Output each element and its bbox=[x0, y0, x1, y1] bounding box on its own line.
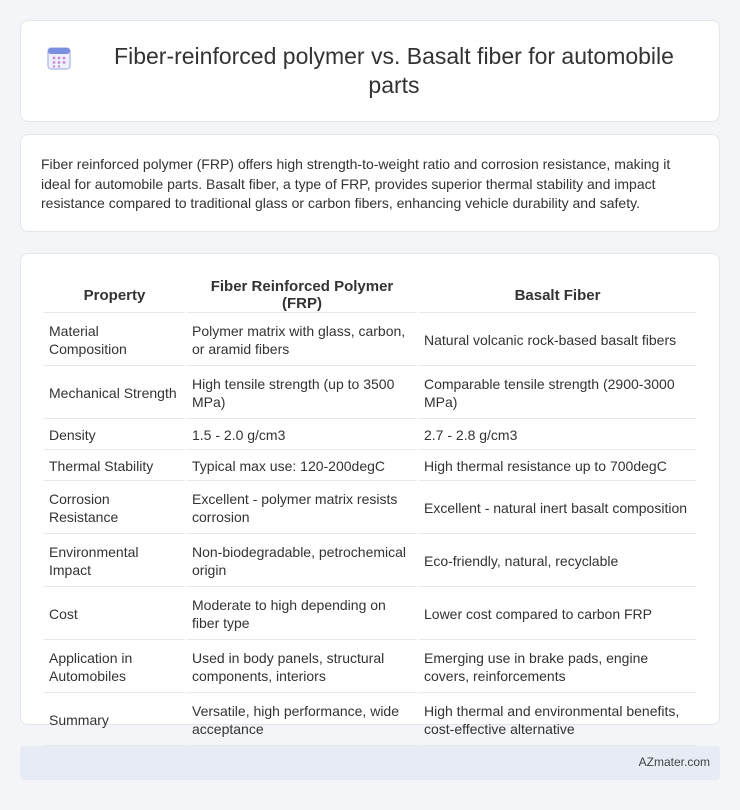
frp-cell: Versatile, high performance, wide acceptance bbox=[187, 695, 417, 746]
property-cell: Cost bbox=[44, 589, 185, 640]
basalt-cell: Natural volcanic rock-based basalt fibers bbox=[419, 315, 696, 366]
basalt-cell: 2.7 - 2.8 g/cm3 bbox=[419, 421, 696, 450]
frp-cell: Used in body panels, structural components, interiors bbox=[187, 642, 417, 693]
frp-cell: Typical max use: 120-200degC bbox=[187, 452, 417, 481]
frp-cell: Excellent - polymer matrix resists corrosion bbox=[187, 483, 417, 534]
page-title: Fiber-reinforced polymer vs. Basalt fiber for automobile parts bbox=[114, 43, 674, 98]
table-row bbox=[44, 452, 696, 481]
column-header-property: Property bbox=[44, 276, 185, 313]
property-cell: Application in Automobiles bbox=[44, 642, 185, 693]
comparison-table-card bbox=[20, 253, 720, 737]
calendar-grid-icon bbox=[46, 45, 72, 71]
frp-cell: Moderate to high depending on fiber type bbox=[187, 589, 417, 640]
basalt-cell: Excellent - natural inert basalt composition bbox=[419, 483, 696, 534]
frp-cell: High tensile strength (up to 3500 MPa) bbox=[187, 368, 417, 419]
basalt-cell: Eco-friendly, natural, recyclable bbox=[419, 536, 696, 587]
property-cell: Mechanical Strength bbox=[44, 368, 185, 419]
property-cell: Environmental Impact bbox=[44, 536, 185, 587]
frp-cell: 1.5 - 2.0 g/cm3 bbox=[187, 421, 417, 450]
title-card bbox=[20, 20, 720, 122]
basalt-cell: Lower cost compared to carbon FRP bbox=[419, 589, 696, 640]
table-header-row bbox=[44, 276, 696, 313]
footer-site-link[interactable]: AZmater.com bbox=[638, 755, 710, 769]
table-row bbox=[44, 421, 696, 450]
table-row bbox=[44, 536, 696, 587]
property-cell: Summary bbox=[44, 695, 185, 746]
basalt-cell: High thermal resistance up to 700degC bbox=[419, 452, 696, 481]
table-row bbox=[44, 695, 696, 746]
table-row bbox=[44, 642, 696, 693]
property-cell: Density bbox=[44, 421, 185, 450]
basalt-cell: High thermal and environmental benefits, cost-effective alternative bbox=[419, 695, 696, 746]
intro-card bbox=[20, 134, 720, 232]
table-row bbox=[44, 589, 696, 640]
comparison-table bbox=[42, 274, 698, 748]
table-row bbox=[44, 368, 696, 419]
column-header-basalt: Basalt Fiber bbox=[419, 276, 696, 313]
property-cell: Corrosion Resistance bbox=[44, 483, 185, 534]
table-row bbox=[44, 483, 696, 534]
intro-paragraph: Fiber reinforced polymer (FRP) offers high strength-to-weight ratio and corrosion resistance, making it ideal for automobile parts. Basalt fiber, a type of FRP, provides superior thermal stability and impact resistance compared to traditional glass or carbon fibers, enhancing vehicle durability and safety. bbox=[41, 156, 671, 211]
frp-cell: Non-biodegradable, petrochemical origin bbox=[187, 536, 417, 587]
title-wrap bbox=[26, 42, 714, 100]
footer-bar bbox=[20, 746, 720, 780]
table-row bbox=[44, 315, 696, 366]
basalt-cell: Comparable tensile strength (2900-3000 MPa) bbox=[419, 368, 696, 419]
frp-cell: Polymer matrix with glass, carbon, or aramid fibers bbox=[187, 315, 417, 366]
column-header-frp: Fiber Reinforced Polymer (FRP) bbox=[187, 276, 417, 313]
property-cell: Material Composition bbox=[44, 315, 185, 366]
basalt-cell: Emerging use in brake pads, engine covers, reinforcements bbox=[419, 642, 696, 693]
property-cell: Thermal Stability bbox=[44, 452, 185, 481]
